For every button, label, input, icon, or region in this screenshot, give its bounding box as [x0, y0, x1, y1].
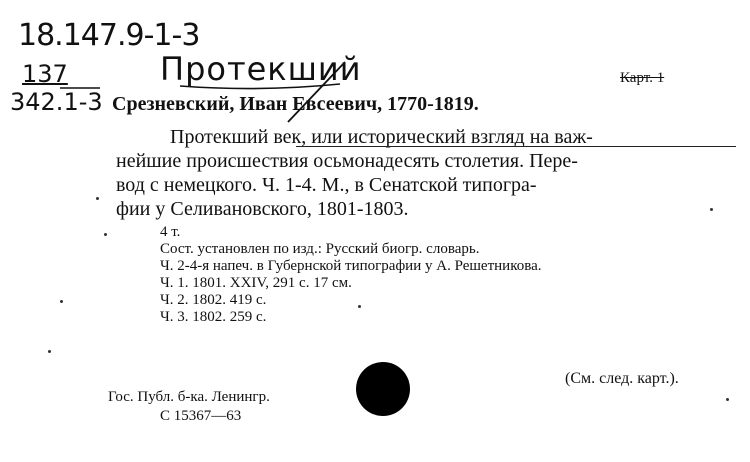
note-line: Ч. 2. 1802. 419 с. [160, 292, 267, 308]
shelf-fraction-bottom: 342.1-3 [10, 88, 103, 116]
speck [96, 197, 99, 200]
note-line: Ч. 2-4-я напеч. в Губернской типографии у А. Решетникова. [160, 258, 542, 274]
main-text-line: Протекший век, или исторический взгляд на важ- [170, 126, 593, 148]
main-text-line: фии у Селивановского, 1801-1803. [116, 198, 409, 220]
author-heading: Срезневский, Иван Евсеевич, 1770-1819. [112, 93, 479, 115]
struck-card-label: Карт. 1 [620, 70, 665, 86]
shelf-mark: 18.147.9-1-3 [18, 18, 200, 53]
speck [710, 208, 713, 211]
note-line: Сост. установлен по изд.: Русский биогр. словарь. [160, 241, 480, 257]
note-line: Ч. 3. 1802. 259 с. [160, 309, 267, 325]
main-text-line: вод с немецкого. Ч. 1-4. М., в Сенатской типогра- [116, 174, 537, 196]
handwritten-title: Протекший [160, 50, 362, 88]
speck [60, 300, 63, 303]
note-line: 4 т. [160, 224, 181, 240]
speck [726, 398, 729, 401]
speck [104, 233, 107, 236]
speck [48, 350, 51, 353]
inventory-number: С 15367—63 [160, 408, 242, 424]
speck [358, 305, 361, 308]
title-underline-stroke [180, 84, 340, 89]
see-next-card: (См. след. карт.). [565, 370, 679, 387]
shelf-fraction-top: 137 [22, 60, 68, 88]
title-slash-stroke [288, 62, 345, 122]
main-text-line: нейшие происшествия осьмонадесять столетия. Пере- [116, 150, 578, 172]
note-line: Ч. 1. 1801. XXIV, 291 с. 17 см. [160, 275, 352, 291]
library-name: Гос. Публ. б-ка. Ленингр. [108, 389, 270, 405]
